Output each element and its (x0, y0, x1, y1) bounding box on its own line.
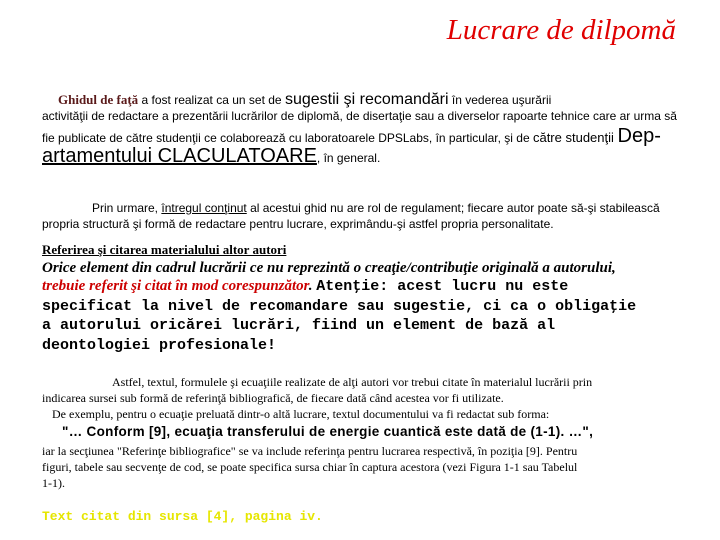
para3-f: a autorului oricărei lucrări, fiind un element de bază al (42, 317, 556, 334)
citation-footer: Text citat din sursa [4], pagina iv. (42, 509, 323, 524)
equation-example: "… Conform [9], ecuaţia transferului de energie cuantică este dată de (1-1). …", (62, 424, 594, 439)
para5-a: iar la secţiunea "Referinţe bibliografice" se va include referinţa pentru lucrarea respectivă, în poziţia [9]. Pentru (42, 444, 578, 458)
intro-line-2: activităţii de redactare a prezentării lucrărilor de diplomă, de disertaţie sau a diverselor rapoarte tehnice care ar urma să (42, 109, 677, 123)
para4-b: indicarea sursei sub formă de referinţă bibliografică, de fiecare dată când acestea vor fi utilizate. (42, 391, 504, 405)
para3-red: trebuie referit şi citat în mod corespunzător (42, 278, 309, 294)
paragraph-5 (42, 443, 682, 491)
intro-paragraph (42, 92, 682, 166)
para2-c: propria structură şi formă de redactare pentru lucrare, exprimându-şi astfel propria personalitate. (42, 217, 554, 231)
section-heading: Referirea şi citarea materialului altor autori (42, 242, 287, 257)
para2-a: Prin urmare, (92, 201, 162, 215)
intro-emphasis: sugestii şi recomandări (284, 91, 449, 108)
para3-c: . (308, 278, 317, 294)
intro-text-2: în vederea uşurării (448, 93, 552, 107)
para5-b: figuri, tabele sau secvenţe de cod, se poate specifica sursa chiar în captura acestora (vezi Figura 1-1 sau Tabelul (42, 460, 578, 474)
page-title: Lucrare de dilpomă (446, 14, 676, 46)
intro-text-4: către studenţii (532, 130, 618, 145)
intro-dept-1: Dep- (617, 125, 661, 147)
para2-underline: întregul conţinut (161, 201, 247, 215)
paragraph-3 (42, 259, 682, 355)
para5-c: 1-1). (42, 476, 65, 490)
paragraph-2 (42, 200, 682, 232)
para3-a: Orice element din cadrul lucrării ce nu reprezintă o creaţie/contribuţie originală a autorului, (42, 260, 616, 276)
intro-lead: Ghidul de faţă (58, 92, 139, 107)
para3-g: deontologiei profesionale! (42, 336, 277, 354)
para3-e: specificat la nivel de recomandare sau sugestie, ci ca o obligaţie (42, 297, 637, 315)
para4-a: Astfel, textul, formulele şi ecuaţiile realizate de alţi autori vor trebui citate în materialul lucrării prin (112, 375, 593, 389)
intro-text-1: a fost realizat ca un set de (138, 93, 285, 107)
para2-b: al acestui ghid nu are rol de regulament; fiecare autor poate să-şi stabilească (246, 201, 660, 215)
para3-d: Atenţie: acest lucru nu este (316, 278, 569, 295)
intro-dept-2: artamentului CLACULATOARE (42, 145, 317, 167)
intro-text-3: fie publicate de către studenţii ce colaborează cu laboratoarele DPSLabs, în particular, şi de (42, 131, 533, 145)
intro-text-5: , în general. (316, 151, 381, 165)
paragraph-4 (42, 374, 682, 422)
para4-c: De exemplu, pentru o ecuaţie preluată dintr-o altă lucrare, textul documentului va fi redactat sub forma: (52, 407, 550, 421)
